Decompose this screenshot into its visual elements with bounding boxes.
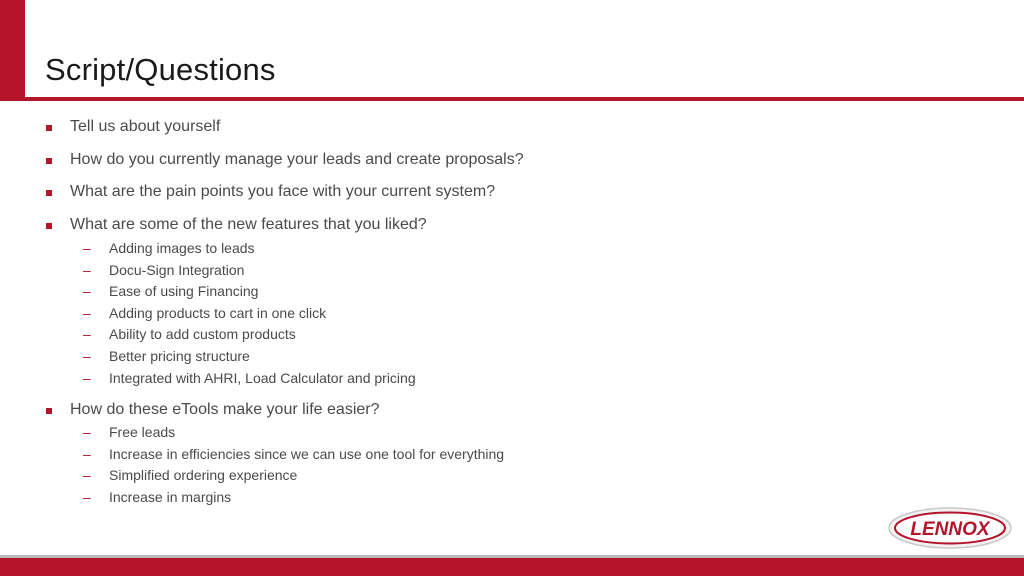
dash-icon: – (83, 467, 91, 483)
bullet-text: What are the pain points you face with your current system? (70, 183, 496, 200)
sub-item-text: Adding products to cart in one click (109, 305, 327, 321)
sub-item-text: Integrated with AHRI, Load Calculator and pricing (109, 370, 416, 386)
lennox-logo (888, 507, 1012, 549)
footer-red-bar (0, 558, 1024, 576)
sub-item-text: Free leads (109, 424, 176, 440)
sub-item-text: Ability to add custom products (109, 326, 296, 342)
sub-item-text: Simplified ordering experience (109, 467, 298, 483)
dash-icon: – (83, 240, 91, 256)
dash-icon: – (83, 424, 91, 440)
dash-icon: – (83, 446, 91, 462)
dash-icon: – (83, 283, 91, 299)
sub-item-text: Adding images to leads (109, 240, 255, 256)
bullet-text: How do you currently manage your leads and create proposals? (70, 151, 524, 168)
dash-icon: – (83, 489, 91, 505)
slide-title: Script/Questions (45, 52, 276, 87)
lennox-logo-text: LENNOX (910, 519, 990, 540)
left-accent-bar (0, 0, 25, 101)
bullet-text: How do these eTools make your life easier? (70, 401, 380, 418)
dash-icon: – (83, 262, 91, 278)
square-bullet-icon (46, 158, 52, 164)
sub-item-text: Docu-Sign Integration (109, 262, 245, 278)
square-bullet-icon (46, 190, 52, 196)
square-bullet-icon (46, 223, 52, 229)
dash-icon: – (83, 370, 91, 386)
square-bullet-icon (46, 408, 52, 414)
sub-item-text: Increase in efficiencies since we can use one tool for everything (109, 446, 505, 462)
sub-item-text: Increase in margins (109, 489, 232, 505)
sub-item-text: Better pricing structure (109, 348, 250, 364)
square-bullet-icon (46, 125, 52, 131)
dash-icon: – (83, 305, 91, 321)
title-divider (0, 97, 1024, 101)
dash-icon: – (83, 348, 91, 364)
bullet-text: Tell us about yourself (70, 118, 221, 135)
dash-icon: – (83, 326, 91, 342)
sub-item-text: Ease of using Financing (109, 283, 259, 299)
bullet-text: What are some of the new features that you liked? (70, 216, 427, 233)
